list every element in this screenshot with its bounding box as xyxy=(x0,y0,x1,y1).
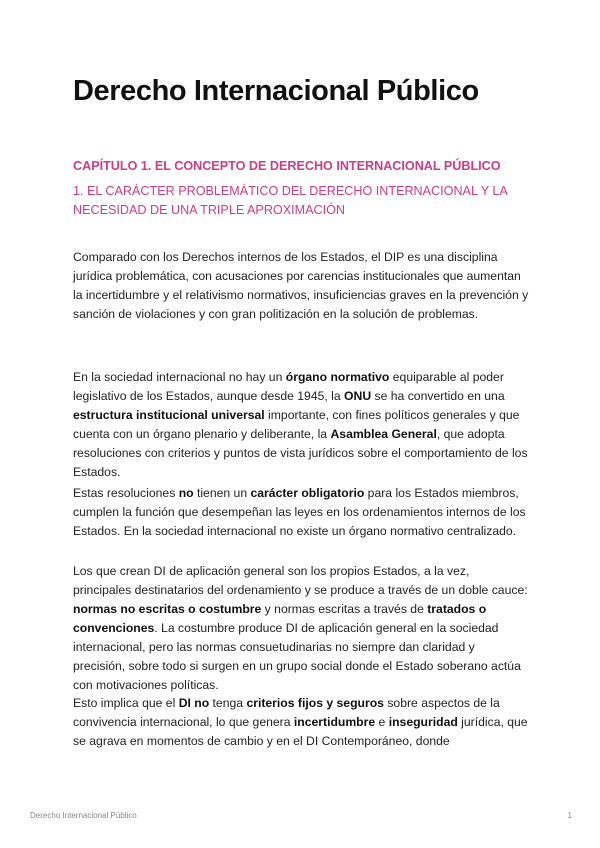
paragraph-intro: Comparado con los Derechos internos de los Estados, el DIP es una disciplina jurídica problemática, con acusaciones por carencias institucionales que aumentan la incertidumbre y el relativismo normativos, insuficiencias graves en la prevención y sanción de violaciones y con gran politización en la solución de problemas. xyxy=(73,250,529,321)
footer-title: Derecho Internacional Público xyxy=(30,811,137,820)
bold-term: normas no escritas o costumbre xyxy=(73,602,262,616)
paragraph-incertidumbre xyxy=(73,694,529,751)
paragraph-resoluciones xyxy=(73,484,529,541)
text-span: se ha convertido en una xyxy=(371,389,505,403)
text-span: tenga xyxy=(209,696,247,710)
text-span: equiparable al poder legislativo de los Estados, aunque desde 1945, la xyxy=(73,370,504,403)
chapter-heading: CAPÍTULO 1. EL CONCEPTO DE DERECHO INTERNACIONAL PÚBLICO xyxy=(73,159,501,173)
text-span: importante, con fines políticos generales y que cuenta con un órgano plenario y deliberante, la xyxy=(73,408,520,441)
text-span: y normas escritas a través de xyxy=(261,602,428,616)
bold-term: Asamblea General xyxy=(330,427,437,441)
page-number: 1 xyxy=(567,811,572,820)
text-span: tienen un xyxy=(193,486,251,500)
text-span: para los Estados miembros, cumplen la función que desempeñan las leyes en los ordenamientos internos de los Estados. En la sociedad internacional no existe un órgano normativo centralizado. xyxy=(73,486,526,538)
section-heading: 1. EL CARÁCTER PROBLEMÁTICO DEL DERECHO INTERNACIONAL Y LA NECESIDAD DE UNA TRIPLE APROXIMACIÓN xyxy=(73,184,508,217)
bold-term: ONU xyxy=(344,389,372,403)
text-span: , que adopta resoluciones con criterios y puntos de vista jurídicos sobre el comportamiento de los Estados. xyxy=(73,427,528,479)
bold-term: carácter obligatorio xyxy=(250,486,365,500)
text-span: En la sociedad internacional no hay un xyxy=(73,370,286,384)
page-title: Derecho Internacional Público xyxy=(73,75,479,107)
text-span: sobre aspectos de la convivencia internacional, lo que genera xyxy=(73,696,500,729)
bold-term: estructura institucional universal xyxy=(73,408,265,422)
bold-term: criterios fijos y seguros xyxy=(246,696,384,710)
text-span: jurídica, que se agrava en momentos de cambio y en el DI Contemporáneo, donde xyxy=(73,715,528,748)
bold-term: no xyxy=(178,486,194,500)
paragraph-organo-normativo xyxy=(73,368,529,482)
bold-term: órgano normativo xyxy=(285,370,390,384)
text-span: Estas resoluciones xyxy=(73,486,179,500)
paragraph-fuentes xyxy=(73,562,529,695)
text-span: Esto implica que el xyxy=(73,696,179,710)
bold-term: DI no xyxy=(178,696,210,710)
text-span: Los que crean DI de aplicación general son los propios Estados, a la vez, principales destinatarios del ordenamiento y se produce a través de un doble cauce: xyxy=(73,564,528,597)
text-span: e xyxy=(375,715,389,729)
bold-term: incertidumbre xyxy=(293,715,376,729)
text-span: . La costumbre produce DI de aplicación general en la sociedad internacional, pero las normas consuetudinarias no siempre dan claridad y precisión, sobre todo si surgen en un grupo social donde el Estado soberano actúa con motivaciones políticas. xyxy=(73,621,521,692)
bold-term: tratados o convenciones xyxy=(73,602,487,635)
bold-term: inseguridad xyxy=(388,715,458,729)
